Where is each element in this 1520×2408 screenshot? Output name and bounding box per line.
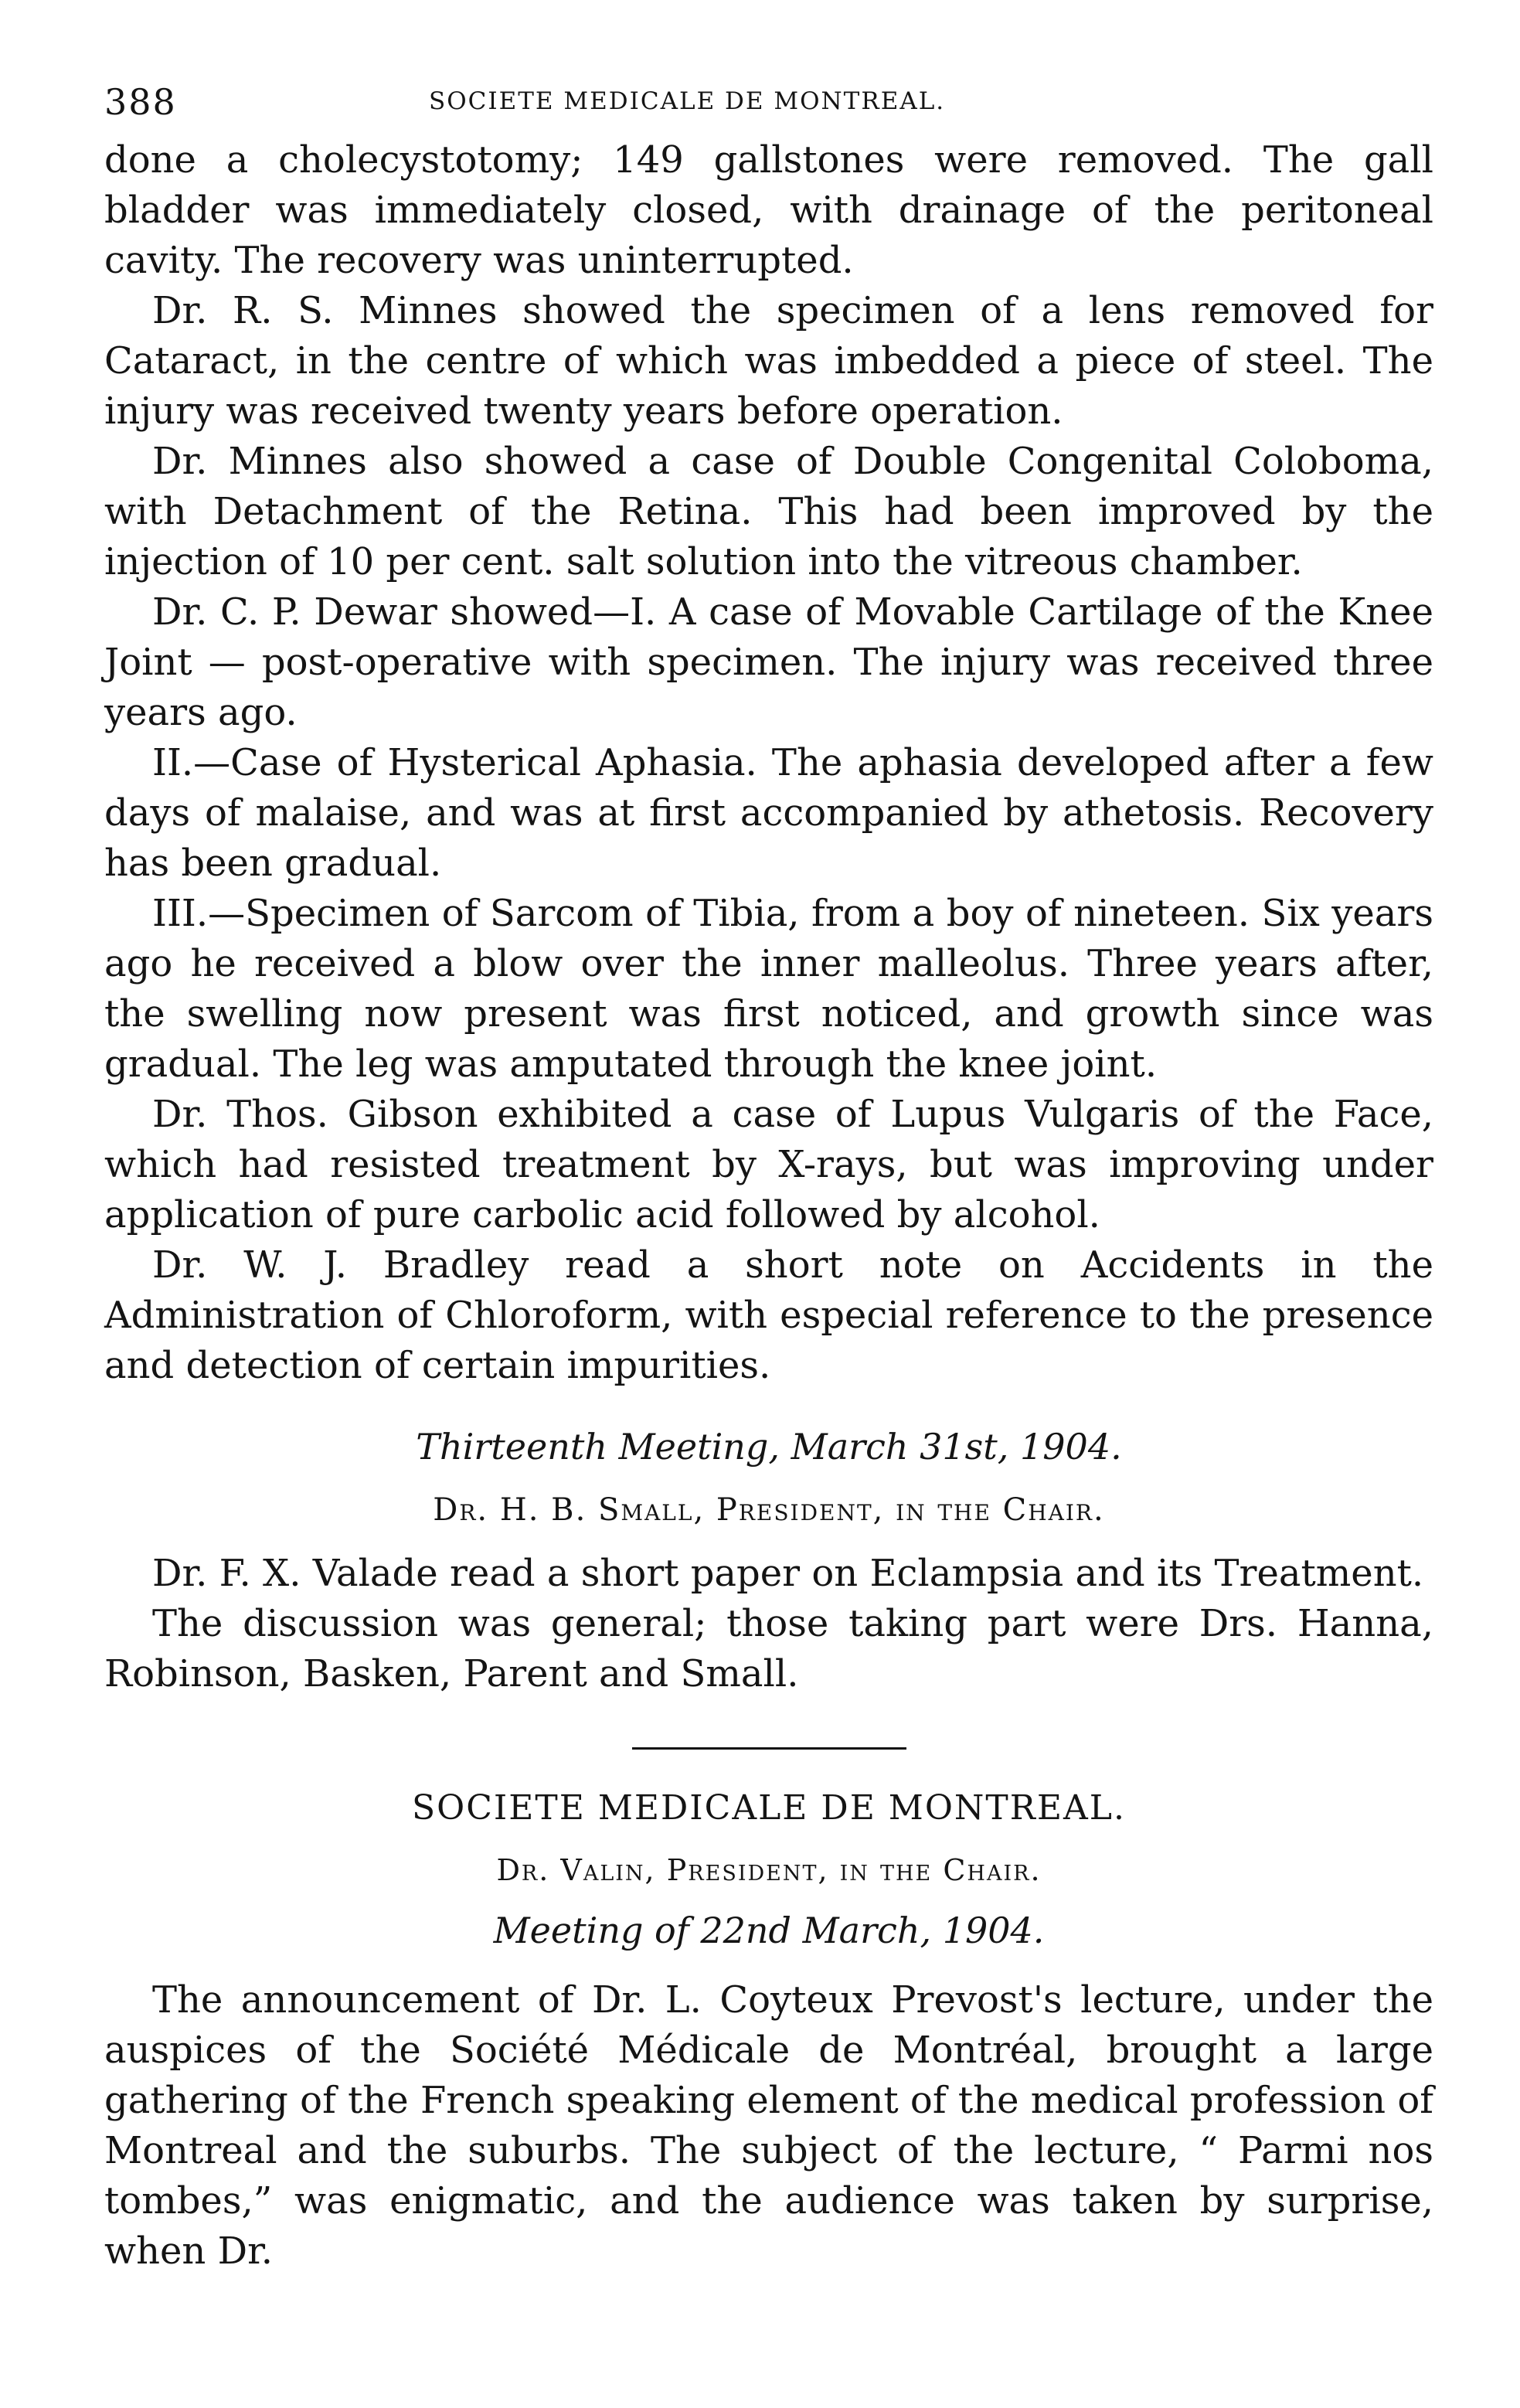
book-page — [104, 81, 1433, 2277]
section-heading: SOCIETE MEDICALE DE MONTREAL. — [411, 1788, 1126, 1828]
paragraph-bradley-chloroform: Dr. W. J. Bradley read a short note on Accidents in the Administration of Chloroform, with especial reference to the presence and detection of certain impurities. — [104, 1243, 1433, 1387]
meeting-heading: Thirteenth Meeting, March 31st, 1904. — [416, 1426, 1122, 1468]
paragraph-cholecystotomy: done a cholecystotomy; 149 gallstones were removed. The gall bladder was immediately closed, with drainage of the peritoneal cavity. The recovery was uninterrupted. — [104, 138, 1433, 282]
section-chair-line: Dr. Valin, President, in the Chair. — [496, 1853, 1042, 1887]
section-divider — [632, 1747, 906, 1750]
thirteenth-meeting — [104, 1422, 1433, 1699]
paragraph-gibson-lupus: Dr. Thos. Gibson exhibited a case of Lupus Vulgaris of the Face, which had resisted treatment by X-rays, but was improving under application of pure carbolic acid followed by alcohol. — [104, 1093, 1433, 1236]
paragraph-discussion: The discussion was general; those taking part were Drs. Hanna, Robinson, Basken, Parent and Small. — [104, 1602, 1433, 1695]
running-title: SOCIETE MEDICALE DE MONTREAL. — [429, 87, 946, 115]
paragraph-dewar-cartilage: Dr. C. P. Dewar showed—I. A case of Movable Cartilage of the Knee Joint — post-operative with specimen. The injury was received three years ago. — [104, 590, 1433, 734]
societe-medicale-section — [104, 1784, 1433, 2277]
section-meeting-date: Meeting of 22nd March, 1904. — [493, 1910, 1045, 1951]
paragraph-sarcoma: III.—Specimen of Sarcom of Tibia, from a boy of nineteen. Six years ago he received a blow over the inner malleolus. Three years after, the swelling now present was first noticed, and growth since was gradual. The leg was amputated through the knee joint. — [104, 892, 1433, 1086]
running-head — [104, 81, 1433, 135]
paragraph-coyteux-prevost-lecture: The announcement of Dr. L. Coyteux Prevost's lecture, under the auspices of the Société Médicale de Montréal, brought a large gathering of the French speaking element of the medical profession of Montreal and the suburbs. The subject of the lecture, “ Parmi nos tombes,” was enigmatic, and the audience was taken by surprise, when Dr. — [104, 1978, 1433, 2273]
paragraph-minnes-lens: Dr. R. S. Minnes showed the specimen of a lens removed for Cataract, in the centre of which was imbedded a piece of steel. The injury was received twenty years before operation. — [104, 289, 1433, 433]
page-number: 388 — [104, 81, 177, 123]
chair-line: Dr. H. B. Small, President, in the Chair. — [433, 1492, 1105, 1528]
proceedings-continued — [104, 135, 1433, 1391]
paragraph-aphasia: II.—Case of Hysterical Aphasia. The aphasia developed after a few days of malaise, and was at first accompanied by athetosis. Recovery has been gradual. — [104, 741, 1433, 885]
paragraph-minnes-coloboma: Dr. Minnes also showed a case of Double Congenital Coloboma, with Detachment of the Retina. This had been improved by the injection of 10 per cent. salt solution into the vitreous chamber. — [104, 440, 1433, 583]
paragraph-valade-eclampsia: Dr. F. X. Valade read a short paper on Eclampsia and its Treatment. — [152, 1552, 1424, 1595]
